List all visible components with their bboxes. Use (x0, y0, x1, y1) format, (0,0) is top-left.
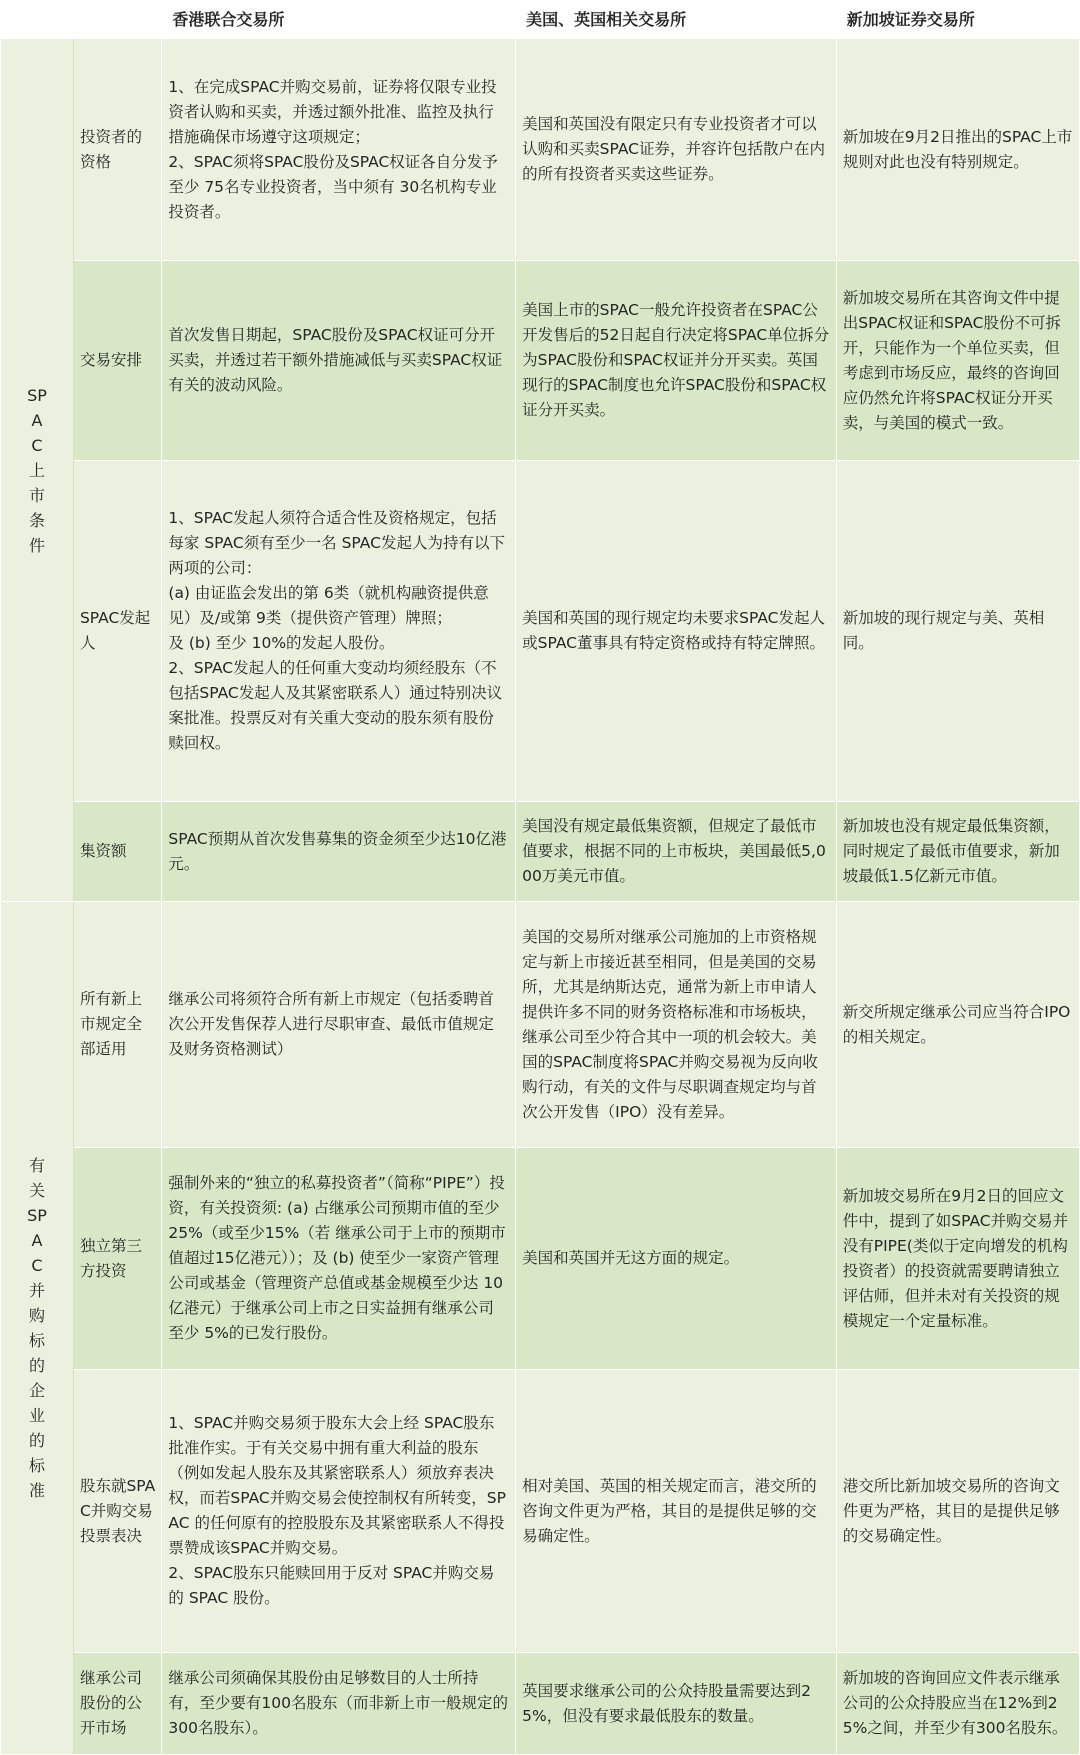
cell-sg: 新交所规定继承公司应当符合IPO的相关规定。 (836, 902, 1079, 1148)
table-row (1, 802, 1080, 902)
header-label-cell (73, 1, 161, 39)
row-label: 独立第三方投资 (73, 1148, 161, 1370)
table-row (1, 1653, 1080, 1755)
cell-sg: 港交所比新加坡交易所的咨询文件更为严格，其目的是提供足够的交易确定性。 (836, 1370, 1079, 1653)
cell-usuk: 美国上市的SPAC一般允许投资者在SPAC公开发售后的52日起自行决定将SPAC单位拆分为SPAC股份和SPAC权证并分开买卖。英国现行的SPAC制度也允许SPAC股份和SPAC权证分开买卖。 (516, 261, 837, 461)
row-label: 所有新上市规定全部适用 (73, 902, 161, 1148)
header-row (1, 1, 1080, 39)
table-row (1, 1148, 1080, 1370)
cell-sg: 新加坡的咨询回应文件表示继承公司的公众持股应当在12%到25%之间，并至少有300名股东。 (836, 1653, 1079, 1755)
row-label: 投资者的资格 (73, 39, 161, 261)
cell-usuk: 相对美国、英国的相关规定而言，港交所的咨询文件更为严格，其目的是提供足够的交易确定性。 (516, 1370, 837, 1653)
cell-usuk: 美国和英国的现行规定均未要求SPAC发起人或SPAC董事具有特定资格或持有特定牌照。 (516, 461, 837, 802)
cell-usuk: 英国要求继承公司的公众持股量需要达到25%，但没有要求最低股东的数量。 (516, 1653, 837, 1755)
row-label: 股东就SPAC并购交易投票表决 (73, 1370, 161, 1653)
cell-hk: 强制外来的“独立的私募投资者”（简称“PIPE”）投资，有关投资须: (a) 占继承公司预期市值的至少 25%（或至少15%（若 继承公司于上市的预期市值超过15亿港元））；及 (b) 使至少一家资产管理公司或基金（管理资产总值或基金规模至少达 10亿港元）于继承公司上市之日实益拥有继承公司至少 5%的已发行股份。 (162, 1148, 516, 1370)
cell-hk: 1、SPAC发起人须符合适合性及资格规定，包括每家 SPAC须有至少一名 SPAC发起人为持有以下两项的公司： (a) 由证监会发出的第 6类（就机构融资提供意见）及/或第 9类（提供资产管理）牌照； 及 (b) 至少 10%的发起人股份。 2、SPAC发起人的任何重大变动均须经股东（不包括SPAC发起人及其紧密联系人）通过特别决议案批准。投票反对有关重大变动的股东须有股份赎回权。 (162, 461, 516, 802)
cell-sg: 新加坡交易所在9月2日的回应文件中，提到了如SPAC并购交易并没有PIPE(类似于定向增发的机构投资者）的投资就需要聘请独立评估师，但并未对有关投资的规模规定一个定量标准。 (836, 1148, 1079, 1370)
cell-sg: 新加坡在9月2日推出的SPAC上市规则对此也没有特别规定。 (836, 39, 1079, 261)
table-row (1, 902, 1080, 1148)
row-label: 集资额 (73, 802, 161, 902)
header-hk: 香港联合交易所 (162, 1, 516, 39)
table-row (1, 39, 1080, 261)
table-row (1, 1370, 1080, 1653)
cell-hk: 首次发售日期起，SPAC股份及SPAC权证可分开买卖，并透过若干额外措施减低与买卖SPAC权证有关的波动风险。 (162, 261, 516, 461)
group-listing-conditions: SPAC上市条件 (1, 39, 74, 902)
header-corner (1, 1, 74, 39)
row-label: 交易安排 (73, 261, 161, 461)
cell-usuk: 美国和英国没有限定只有专业投资者才可以认购和买卖SPAC证券，并容许包括散户在内的所有投资者买卖这些证券。 (516, 39, 837, 261)
cell-sg: 新加坡交易所在其咨询文件中提出SPAC权证和SPAC股份不可拆开，只能作为一个单位买卖，但考虑到市场反应，最终的咨询回应仍然允许将SPAC权证分开买卖，与美国的模式一致。 (836, 261, 1079, 461)
cell-sg: 新加坡也没有规定最低集资额，同时规定了最低市值要求，新加坡最低1.5亿新元市值。 (836, 802, 1079, 902)
table-row (1, 261, 1080, 461)
cell-usuk: 美国的交易所对继承公司施加的上市资格规定与新上市接近甚至相同，但是美国的交易所，尤其是纳斯达克，通常为新上市申请人提供许多不同的财务资格标准和市场板块，继承公司至少符合其中一项的机会较大。美国的SPAC制度将SPAC并购交易视为反向收购行动，有关的文件与尽职调查规定均与首次公开发售（IPO）没有差异。 (516, 902, 837, 1148)
cell-usuk: 美国和英国并无这方面的规定。 (516, 1148, 837, 1370)
table-row (1, 461, 1080, 802)
cell-hk: SPAC预期从首次发售募集的资金须至少达10亿港元。 (162, 802, 516, 902)
group-target-standards: 有关SPAC并购标的企业的标准 (1, 902, 74, 1755)
cell-hk: 1、在完成SPAC并购交易前，证券将仅限专业投资者认购和买卖，并透过额外批准、监控及执行措施确保市场遵守这项规定； 2、SPAC须将SPAC股份及SPAC权证各自分发予至少 75名专业投资者，当中须有 30名机构专业投资者。 (162, 39, 516, 261)
row-label: SPAC发起人 (73, 461, 161, 802)
cell-sg: 新加坡的现行规定与美、英相同。 (836, 461, 1079, 802)
cell-hk: 1、SPAC并购交易须于股东大会上经 SPAC股东批准作实。于有关交易中拥有重大利益的股东（例如发起人股东及其紧密联系人）须放弃表决权，而若SPAC并购交易会使控制权有所转变，SPAC 的任何原有的控股股东及其紧密联系人不得投票赞成该SPAC并购交易。 2、SPAC股东只能赎回用于反对 SPAC并购交易的 SPAC 股份。 (162, 1370, 516, 1653)
header-usuk: 美国、英国相关交易所 (516, 1, 837, 39)
cell-usuk: 美国没有规定最低集资额，但规定了最低市值要求，根据不同的上市板块，美国最低5,000万美元市值。 (516, 802, 837, 902)
cell-hk: 继承公司须确保其股份由足够数目的人士所持有，至少要有100名股东（而非新上市一般规定的 300名股东）。 (162, 1653, 516, 1755)
header-sg: 新加坡证券交易所 (836, 1, 1079, 39)
row-label: 继承公司股份的公开市场 (73, 1653, 161, 1755)
cell-hk: 继承公司将须符合所有新上市规定（包括委聘首次公开发售保荐人进行尽职审查、最低市值规定及财务资格测试） (162, 902, 516, 1148)
